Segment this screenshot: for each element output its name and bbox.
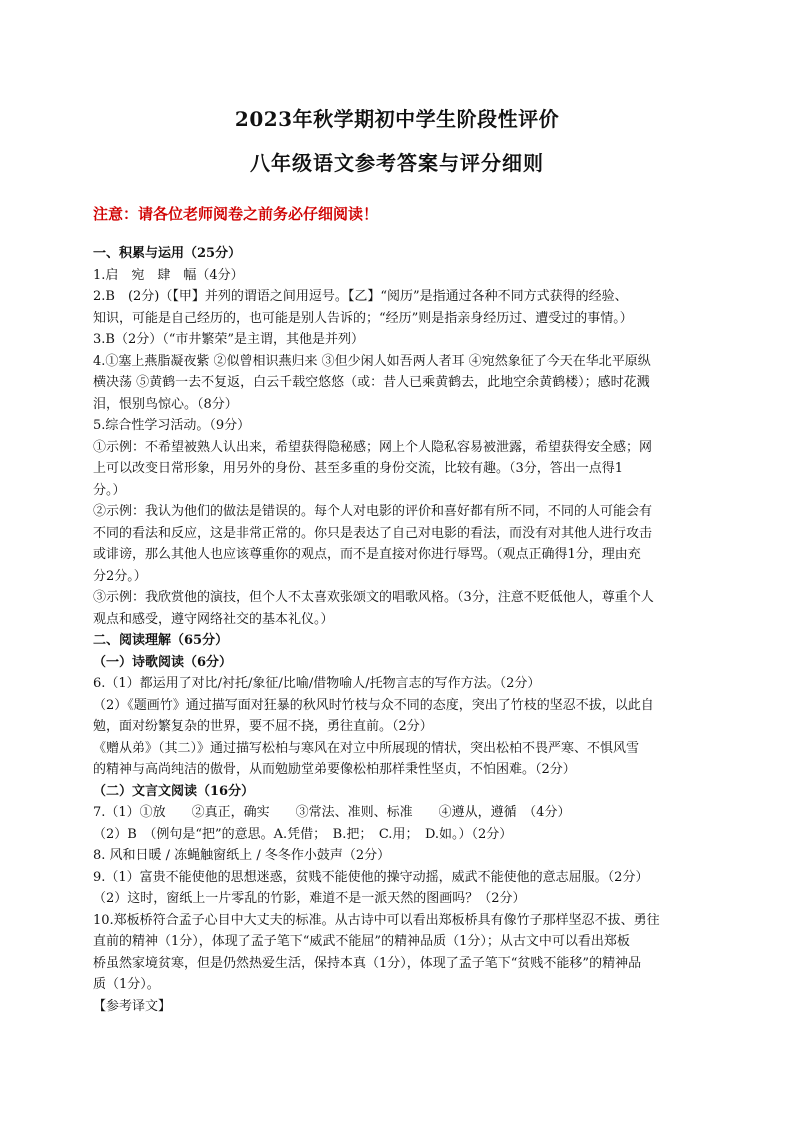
answer-line: 分。） [93,482,126,498]
answer-line: 9.（1）富贵不能使他的思想迷惑，贫贱不能使他的操守动摇，威武不能使他的意志屈服。（2分） [93,869,649,885]
answer-line: 分2分。） [93,568,147,584]
answer-line: ③示例：我欣赏他的演技，但个人不太喜欢张颂文的唱歌风格。（3分，注意不贬低他人，尊重个人 [93,590,654,605]
section-heading: 一、积累与运用（25分） [93,246,242,261]
answer-line: 直前的精神（1分），体现了孟子笔下“威武不能屈”的精神品质（1分）；从古文中可以看出郑板 [93,934,630,949]
answer-line: （2）B （例句是“把”的意思。A.凭借； B.把； C.用； D.如。）（2分） [93,826,513,842]
answer-line: 4.①塞上燕脂凝夜紫 ②似曾相识燕归来 ③但少闲人如吾两人者耳 ④宛然象征了今天在华北平原纵 [93,353,651,369]
document-subtitle: 八年级语文参考答案与评分细则 [250,151,544,175]
answer-line: ①示例：不希望被熟人认出来，希望获得隐秘感；网上个人隐私容易被泄露，希望获得安全感；网 [93,439,653,455]
answer-line: ②示例：我认为他们的做法是错误的。每个人对电影的评价和喜好都有所不同，不同的人可能会有 [93,504,653,519]
answer-line: 7.（1）①放 ②真正，确实 ③常法、准则、标准 ④遵从，遵循 （4分） [93,805,571,820]
answer-line: 3.B（2分）（“市井繁荣”是主谓，其他是并列） [93,332,365,347]
answer-line: （2）《题画竹》通过描写面对狂暴的秋风时竹枝与众不同的态度，突出了竹枝的坚忍不拔，以此自 [93,697,654,713]
answer-line: 或诽谤，那么其他人也应该尊重你的观点，而不是直接对你进行辱骂。（观点正确得1分，理由充 [93,547,641,562]
answer-line: 《赠从弟》（其二）》通过描写松柏与寒风在对立中所展现的情状，突出松柏不畏严寒、不惧风雪 [93,740,640,756]
answer-line: 6.（1）都运用了对比/衬托/象征/比喻/借物喻人/托物言志的写作方法。（2分） [93,676,541,691]
answer-line: 5.综合性学习活动。（9分） [93,418,251,433]
answer-line: （2）这时，窗纸上一片零乱的竹影，难道不是一派天然的图画吗？（2分） [93,891,526,906]
grading-notice: 注意：请各位老师阅卷之前务必仔细阅读！ [93,205,379,223]
answer-line: 桥虽然家境贫寒，但是仍然热爱生活，保持本真（1分），体现了孟子笔下“贫贱不能移”的精神品 [93,955,642,971]
answer-line: 1.启 宛 肆 幅（4分） [93,267,244,283]
answer-line: 8. 风和日暖 / 冻蝇触窗纸上 / 冬冬作小鼓声（2分） [93,848,391,863]
answer-line: 2.B (2分)（【甲】并列的谓语之间用逗号。【乙】“阅历”是指通过各种不同方式获得的经验、 [93,289,628,304]
answer-line: 【参考译文】 [93,998,172,1014]
section-heading: （二）文言文阅读（16分） [93,783,255,799]
document-title: 2023年秋学期初中学生阶段性评价 [234,107,560,131]
answer-line: 勉，面对纷繁复杂的世界，要不屈不挠，勇往直前。（2分） [93,719,433,734]
answer-line: 泪，恨别鸟惊心。（8分） [93,396,238,412]
answer-line: 知识，可能是自己经历的，也可能是别人告诉的；“经历”则是指亲身经历过、遭受过的事情。） [93,310,633,326]
answer-line: 的精神与高尚纯洁的傲骨，从而勉励堂弟要像松柏那样秉性坚贞，不怕困难。（2分） [93,762,576,777]
answer-line: 不同的看法和反应，这是非常正常的。你只是表达了自己对电影的看法，而没有对其他人进行攻击 [93,525,653,541]
section-heading: 二、阅读理解（65分） [93,633,229,648]
answer-line: 观点和感受，遵守网络社交的基本礼仪。） [93,611,334,627]
answer-line: 10.郑板桥符合孟子心目中大丈夫的标准。从古诗中可以看出郑板桥具有像竹子那样坚忍不拔、勇往 [93,912,660,928]
answer-line: 横决荡 ⑤黄鹤一去不复返，白云千载空悠悠（或：昔人已乘黄鹤去，此地空余黄鹤楼）；感时花溅 [93,375,650,390]
answer-content [93,243,713,1017]
answer-line: 质（1分）。 [93,977,160,992]
answer-line: 上可以改变日常形象，用另外的身份、甚至多重的身份交流，比较有趣。（3分，答出一点得1 [93,461,624,476]
section-heading: （一）诗歌阅读（6分） [93,654,233,670]
